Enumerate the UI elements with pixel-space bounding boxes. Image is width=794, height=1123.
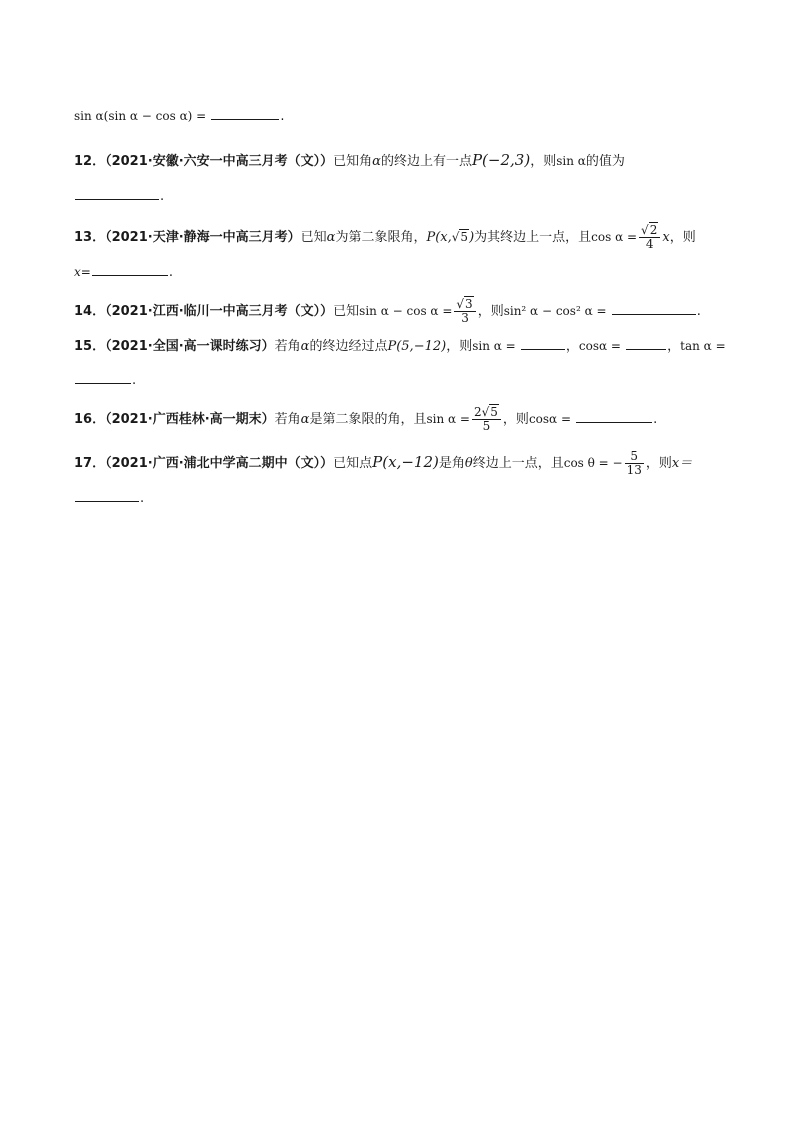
q16-frac-den: 5 [472, 419, 501, 433]
q13-text: 已知 [300, 230, 327, 245]
q16-cos: cosα = [528, 412, 572, 426]
q16-period: . [653, 412, 658, 427]
q13-text: 为第二象限角， [335, 230, 427, 245]
q17-period: . [140, 491, 145, 506]
q16-fraction [472, 406, 501, 433]
q16-frac-sqrt-value: 5 [490, 405, 498, 419]
q14-frac-den: 3 [454, 311, 475, 325]
q13-source: （2021·天津·静海一中高三月考） [105, 230, 301, 245]
q13-frac-sqrt: √2 [641, 223, 658, 237]
q13-alpha: α [326, 230, 336, 245]
q17-frac-den: 13 [626, 463, 642, 477]
q16-answer-blank[interactable] [576, 409, 652, 423]
q15-tan-blank[interactable] [75, 370, 131, 384]
q13-point-close: ) [469, 230, 475, 245]
q16-frac-coef: 2 [473, 405, 482, 419]
q16-number: 16． [74, 412, 106, 427]
q16-text: 若角 [274, 412, 301, 427]
q13-text: 为其终边上一点，且 [474, 230, 592, 245]
q17-text: 终边上一点，且 [472, 456, 564, 471]
q12-text: 的终边上有一点 [380, 154, 472, 169]
question-11-tail [74, 106, 754, 127]
q16-source: （2021·广西桂林·高一期末） [105, 412, 275, 427]
q17-cos: cos θ = − [563, 456, 623, 470]
question-16 [74, 406, 754, 433]
q15-cos: cosα = [578, 339, 621, 353]
q13-sqrt: √5 [451, 230, 469, 244]
q13-point: P(x, [426, 230, 452, 245]
q14-expression: sin α − cos α = [359, 304, 453, 318]
q15-comma: ， [667, 339, 681, 354]
q13-sqrt-value: 5 [460, 230, 469, 244]
question-12 [74, 150, 754, 172]
question-13 [74, 224, 754, 251]
q13-fraction [639, 224, 660, 251]
q15-period: . [132, 373, 137, 388]
q14-period: . [696, 304, 701, 319]
question-17 [74, 450, 754, 477]
q17-answer-blank[interactable] [75, 488, 139, 502]
q15-source: （2021·全国·高一课时练习） [105, 339, 275, 354]
q17-source: （2021·广西·浦北中学高二期中（文）） [105, 456, 334, 471]
q12-number: 12． [74, 154, 106, 169]
q13-cos: cos α = [591, 230, 638, 244]
q15-sin: sin α = [472, 339, 516, 353]
q14-fraction [454, 298, 475, 325]
q14-text: 已知 [333, 304, 360, 319]
q17-x-eq: x＝ [671, 456, 693, 471]
q14-expression-2: sin² α − cos² α = [503, 304, 607, 318]
q14-frac-sqrt: √3 [456, 297, 473, 311]
q12-answer-blank[interactable] [75, 186, 159, 200]
q14-source: （2021·江西·临川一中高三月考（文）） [105, 304, 334, 319]
q15-cos-blank[interactable] [626, 336, 666, 350]
q17-fraction [625, 450, 644, 477]
q16-sin: sin α = [426, 412, 470, 426]
q16-text: ，则 [502, 412, 529, 427]
q13-frac-den: 4 [639, 237, 660, 251]
q15-tan: tan α = [680, 339, 726, 353]
q15-sin-blank[interactable] [521, 336, 565, 350]
q12-period: . [160, 189, 165, 204]
q12-point: P(−2,3) [471, 151, 531, 169]
q16-alpha: α [300, 412, 310, 427]
q15-comma: ， [565, 339, 579, 354]
q17-theta: θ [464, 456, 473, 471]
q16-frac-sqrt: √5 [481, 405, 498, 419]
q16-text: 是第二象限的角，且 [309, 412, 427, 427]
q17-frac-num: 5 [630, 449, 639, 463]
q12-alpha: α [372, 154, 381, 169]
q13-answer-blank[interactable] [92, 262, 168, 276]
q15-point: P(5,−12) [387, 339, 447, 354]
question-14 [74, 298, 754, 325]
q17-point: P(x,−12) [372, 453, 439, 471]
q17-text: 是角 [438, 456, 465, 471]
q13-number: 13． [74, 230, 106, 245]
q12-text: 的值为 [585, 154, 625, 169]
q13-x-eq: x= [74, 265, 91, 279]
q12-source: （2021·安徽·六安一中高三月考（文）） [105, 154, 334, 169]
q12-text: ，则 [530, 154, 557, 169]
q15-number: 15． [74, 339, 106, 354]
q11-expression: sin α(sin α − cos α) = [74, 109, 207, 123]
q15-text: 的终边经过点 [309, 339, 388, 354]
q12-sin: sin α [556, 154, 586, 168]
q12-text: 已知角 [333, 154, 373, 169]
question-15 [74, 336, 754, 357]
question-12-answer [74, 186, 754, 207]
question-15-answer [74, 370, 754, 391]
q13-x: x [662, 230, 670, 245]
q14-answer-blank[interactable] [612, 301, 696, 315]
q14-number: 14． [74, 304, 106, 319]
q11-answer-blank[interactable] [211, 106, 279, 120]
question-13-answer [74, 262, 754, 283]
q15-alpha: α [300, 339, 310, 354]
q17-text: ，则 [645, 456, 672, 471]
question-17-answer [74, 488, 754, 509]
q13-frac-num: 2 [649, 223, 658, 237]
q13-text: ，则 [669, 230, 696, 245]
q17-number: 17． [74, 456, 106, 471]
q15-text: ，则 [446, 339, 473, 354]
q17-text: 已知点 [333, 456, 373, 471]
q11-period: . [280, 109, 285, 124]
q14-text: ，则 [477, 304, 504, 319]
q15-text: 若角 [274, 339, 301, 354]
q13-period: . [168, 265, 173, 280]
q14-frac-num: 3 [465, 297, 473, 311]
